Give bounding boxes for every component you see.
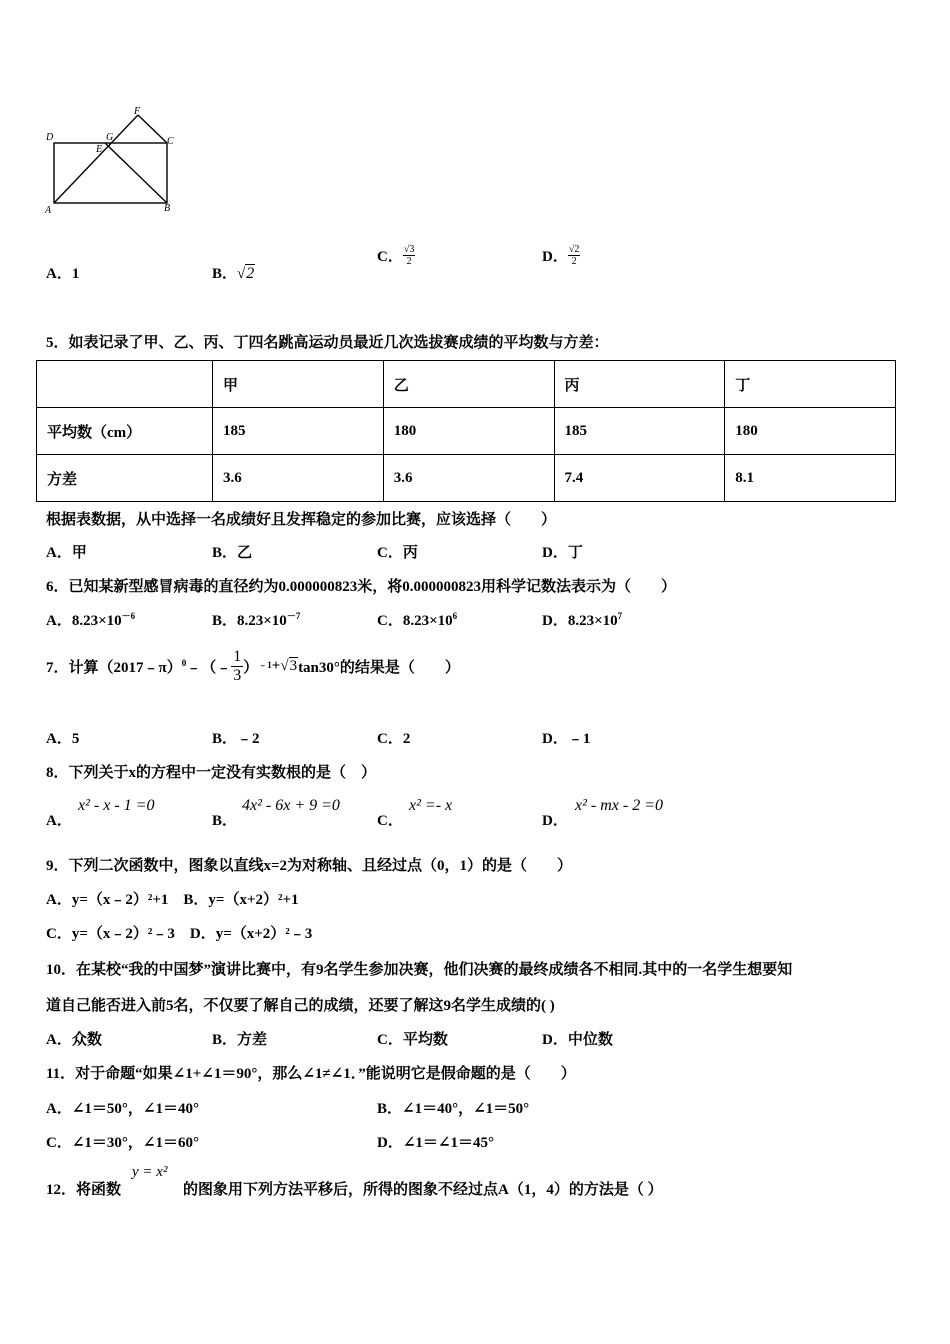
q8-d-expr: x² - mx - 2 =0 bbox=[575, 797, 664, 814]
label-a: A bbox=[45, 205, 52, 216]
label-e: E bbox=[96, 144, 103, 155]
table-row bbox=[37, 408, 896, 455]
q4-a-letter: A． bbox=[46, 266, 72, 282]
label-c: C bbox=[167, 136, 174, 147]
q7-minus: ﹣（﹣ bbox=[186, 659, 232, 676]
q6-option-d[interactable] bbox=[542, 609, 622, 630]
q6-b-exp: －7 bbox=[286, 611, 301, 621]
q12-prefix: 12．将函数 bbox=[46, 1182, 122, 1198]
table-cell: 3.6 bbox=[213, 455, 384, 502]
q6-d-base: D．8.23×10 bbox=[542, 613, 618, 629]
q7-exp0: 0 bbox=[181, 658, 187, 668]
q7-prefix: 7．计算（2017﹣π） bbox=[46, 659, 182, 676]
q7-option-a[interactable]: A．5 bbox=[46, 731, 80, 747]
q10-option-b[interactable]: B．方差 bbox=[212, 1032, 268, 1048]
q12-func: y = x² bbox=[132, 1164, 168, 1180]
sqrt-icon: √2 bbox=[237, 265, 255, 282]
sqrt-icon: √3 bbox=[280, 657, 298, 674]
q7-option-c[interactable]: C．2 bbox=[377, 731, 411, 747]
q4-option-c[interactable] bbox=[377, 244, 415, 267]
table-cell: 平均数（cm） bbox=[37, 408, 213, 455]
q10-option-a[interactable]: A．众数 bbox=[46, 1032, 102, 1048]
q8-stem: 8．下列关于x的方程中一定没有实数根的是（ ） bbox=[46, 765, 377, 781]
segment-af bbox=[54, 115, 138, 203]
label-g: G bbox=[106, 132, 114, 143]
q9-options-line1[interactable]: A．y=（x﹣2）²+1 B．y=（x+2）²+1 bbox=[46, 892, 299, 908]
q7-suffix: tan30°的结果是（ ） bbox=[298, 659, 460, 676]
table-row bbox=[37, 361, 896, 408]
q8-c-letter: C． bbox=[377, 813, 403, 829]
q5-table bbox=[36, 360, 896, 502]
q8-b-letter: B． bbox=[212, 813, 238, 829]
q5-option-a[interactable]: A．甲 bbox=[46, 545, 87, 561]
q9-stem: 9．下列二次函数中，图象以直线x=2为对称轴、且经过点（0，1）的是（ ） bbox=[46, 858, 573, 874]
q7-option-b[interactable]: B．﹣2 bbox=[212, 731, 260, 747]
table-cell: 7.4 bbox=[554, 455, 725, 502]
q4-d-letter: D． bbox=[542, 249, 568, 265]
q6-option-b[interactable] bbox=[212, 609, 300, 630]
label-d: D bbox=[46, 132, 54, 143]
q7-close: ） bbox=[243, 659, 259, 676]
q11-option-d[interactable]: D．∠1＝∠1＝45° bbox=[377, 1135, 494, 1151]
table-cell: 180 bbox=[725, 408, 896, 455]
q8-a-expr: x² - x - 1 =0 bbox=[78, 797, 155, 814]
q7-stem bbox=[46, 646, 460, 686]
q4-d-fraction: $\frac{√2}{2}$ bbox=[568, 244, 580, 267]
table-cell: 甲 bbox=[213, 361, 384, 408]
q6-a-base: A．8.23×10 bbox=[46, 613, 122, 629]
q5-stem: 5．如表记录了甲、乙、丙、丁四名跳高运动员最近几次选拔赛成绩的平均数与方差： bbox=[46, 335, 609, 351]
segment-gb bbox=[105, 143, 167, 203]
q11-option-c[interactable]: C．∠1＝30°，∠1＝60° bbox=[46, 1135, 199, 1151]
q6-option-a[interactable] bbox=[46, 609, 135, 630]
q7-radicand: 3 bbox=[289, 657, 298, 674]
q4-c-num: 3 bbox=[409, 244, 415, 255]
q7-num: 1 bbox=[233, 647, 242, 665]
table-cell: 185 bbox=[213, 408, 384, 455]
table-cell: 乙 bbox=[383, 361, 554, 408]
table-cell: 方差 bbox=[37, 455, 213, 502]
table-row bbox=[37, 455, 896, 502]
q11-stem: 11．对于命题“如果∠1+∠1＝90°，那么∠1≠∠1．”能说明它是假命题的是（ ） bbox=[46, 1066, 576, 1082]
q7-exp1: ﹣1 bbox=[258, 660, 272, 670]
q10-stem-line2: 道自己能否进入前5名，不仅要了解自己的成绩，还要了解这9名学生成绩的( ) bbox=[46, 998, 555, 1014]
q5-option-b[interactable]: B．乙 bbox=[212, 545, 253, 561]
q6-stem: 6．已知某新型感冒病毒的直径约为0.000000823米，将0.000000823用科学记数法表示为（ ） bbox=[46, 579, 677, 595]
q8-c-expr: x² =- x bbox=[409, 797, 453, 814]
q4-d-den: 2 bbox=[571, 256, 577, 267]
q6-d-exp: 7 bbox=[617, 611, 623, 621]
label-b: B bbox=[164, 203, 171, 214]
rectangle-abcd bbox=[54, 143, 167, 203]
table-cell: 185 bbox=[554, 408, 725, 455]
q5-question: 根据表数据，从中选择一名成绩好且发挥稳定的参加比赛，应该选择（ ） bbox=[46, 512, 557, 528]
q10-option-d[interactable]: D．中位数 bbox=[542, 1032, 613, 1048]
label-f: F bbox=[134, 106, 141, 117]
q8-d-letter: D． bbox=[542, 813, 568, 829]
q5-option-c[interactable]: C．丙 bbox=[377, 545, 418, 561]
q8-b-expr: 4x² - 6x + 9 =0 bbox=[242, 797, 340, 814]
table-cell bbox=[37, 361, 213, 408]
q4-option-d[interactable] bbox=[542, 244, 580, 267]
q5-option-d[interactable]: D．丁 bbox=[542, 545, 583, 561]
q10-option-c[interactable]: C．平均数 bbox=[377, 1032, 448, 1048]
q6-c-exp: 6 bbox=[452, 611, 458, 621]
q4-c-letter: C． bbox=[377, 249, 403, 265]
q4-c-den: 2 bbox=[406, 256, 412, 267]
q6-a-exp: －6 bbox=[121, 611, 136, 621]
q4-option-b[interactable] bbox=[212, 262, 255, 283]
q7-plus: + bbox=[271, 657, 281, 674]
q6-option-c[interactable] bbox=[377, 609, 457, 630]
q9-options-line2[interactable]: C．y=（x﹣2）²﹣3 D．y=（x+2）²﹣3 bbox=[46, 926, 313, 942]
q4-b-letter: B． bbox=[212, 266, 238, 282]
table-cell: 丙 bbox=[554, 361, 725, 408]
table-cell: 180 bbox=[383, 408, 554, 455]
segment-fc bbox=[138, 115, 167, 143]
q4-d-num: 2 bbox=[574, 244, 580, 255]
q11-option-a[interactable]: A．∠1＝50°，∠1＝40° bbox=[46, 1101, 199, 1117]
q4-b-value: 2 bbox=[246, 265, 255, 282]
q8-a-letter: A． bbox=[46, 813, 72, 829]
q4-c-fraction: $\frac{√3}{2}$ bbox=[403, 244, 415, 267]
q4-option-a[interactable] bbox=[46, 262, 79, 283]
table-cell: 8.1 bbox=[725, 455, 896, 502]
q4-a-value: 1 bbox=[71, 266, 80, 282]
q6-b-base: B．8.23×10 bbox=[212, 613, 287, 629]
q12-suffix: 的图象用下列方法平移后，所得的图象不经过点A（1，4）的方法是（ ） bbox=[183, 1182, 663, 1198]
q7-den: 3 bbox=[233, 666, 242, 684]
table-cell: 丁 bbox=[725, 361, 896, 408]
geometry-figure bbox=[40, 100, 190, 220]
q6-c-base: C．8.23×10 bbox=[377, 613, 453, 629]
q7-option-d[interactable]: D．﹣1 bbox=[542, 731, 591, 747]
q7-fraction bbox=[231, 648, 243, 685]
q11-option-b[interactable]: B．∠1＝40°，∠1＝50° bbox=[377, 1101, 530, 1117]
q10-stem-line1: 10．在某校“我的中国梦”演讲比赛中，有9名学生参加决赛，他们决赛的最终成绩各不相同.其中的一名学生想要知 bbox=[46, 962, 793, 978]
table-cell: 3.6 bbox=[383, 455, 554, 502]
